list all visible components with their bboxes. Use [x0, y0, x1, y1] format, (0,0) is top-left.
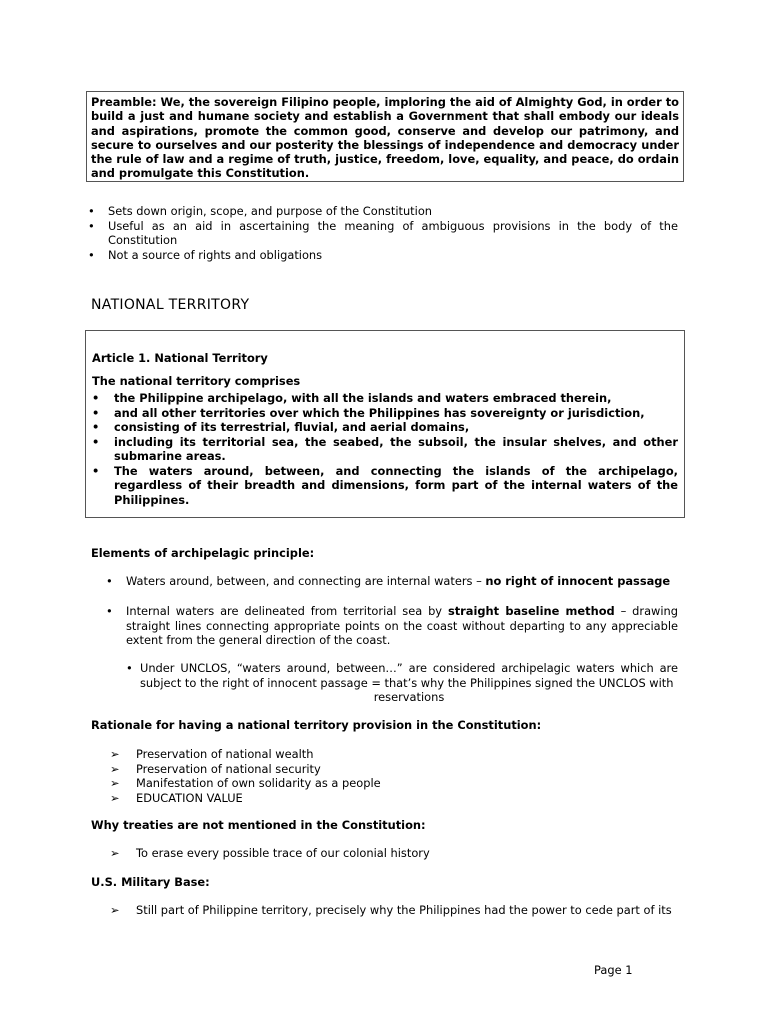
list-item: • Waters around, between, and connecting are internal waters – no right of innocent passage	[106, 574, 671, 588]
page-number: Page 1	[594, 963, 633, 977]
elements-list-2	[106, 604, 678, 648]
bullet-icon: •	[88, 247, 95, 262]
list-item: • The waters around, between, and connecting the islands of the archipelago, regardless of their breadth and dimensions, form part of the internal waters of the Philippines.	[92, 463, 678, 507]
list-item: • the Philippine archipelago, with all the islands and waters embraced therein,	[92, 391, 612, 405]
military-base-list	[110, 903, 678, 918]
list-item: ➢ Still part of Philippine territory, precisely why the Philippines had the power to cede part of its	[110, 903, 672, 917]
bullet-icon: •	[92, 463, 100, 478]
list-item: • and all other territories over which the Philippines has sovereignty or jurisdiction,	[92, 405, 645, 420]
article-intro: The national territory comprises	[92, 373, 301, 388]
rationale-heading: Rationale for having a national territory provision in the Constitution:	[91, 718, 542, 732]
list-item: • Not a source of rights and obligations	[88, 247, 323, 262]
article-items-list	[92, 391, 678, 507]
bullet-icon: •	[92, 405, 100, 420]
arrow-bullet-icon: ➢	[110, 903, 120, 917]
bullet-icon: •	[126, 661, 133, 675]
list-item: ➢ EDUCATION VALUE	[110, 790, 243, 805]
list-item: ➢ To erase every possible trace of our colonial history	[110, 846, 430, 860]
treaties-heading: Why treaties are not mentioned in the Constitution:	[91, 818, 426, 832]
arrow-bullet-icon: ➢	[110, 747, 120, 761]
section-heading-national-territory: NATIONAL TERRITORY	[91, 297, 250, 313]
elements-heading: Elements of archipelagic principle:	[91, 546, 315, 560]
preamble-text: Preamble: We, the sovereign Filipino people, imploring the aid of Almighty God, in order to build a just and humane society and establish a Government that shall embody our ideals and aspirations, promote the common good, conserve and develop our patrimony, and secure to ourselves and our posterity the blessings of independence and democracy under the rule of law and a regime of truth, justice, freedom, love, equality, and peace, do ordain and promulgate this Constitution.	[91, 95, 679, 181]
preamble-box	[86, 91, 684, 182]
bullet-icon: •	[92, 434, 100, 449]
military-base-heading: U.S. Military Base:	[91, 875, 210, 889]
arrow-bullet-icon: ➢	[110, 846, 120, 860]
article-box	[85, 330, 685, 518]
preamble-points-list	[88, 204, 678, 262]
elements-list-1	[106, 574, 678, 589]
bullet-icon: •	[106, 604, 113, 618]
bullet-icon: •	[88, 218, 95, 233]
rationale-list	[110, 747, 678, 805]
bullet-icon: •	[106, 574, 113, 588]
list-item: ➢ Manifestation of own solidarity as a people	[110, 776, 381, 790]
article-title: Article 1. National Territory	[92, 351, 268, 365]
elements-sublist	[126, 661, 678, 705]
arrow-bullet-icon: ➢	[110, 790, 120, 805]
arrow-bullet-icon: ➢	[110, 776, 120, 790]
list-item: • consisting of its terrestrial, fluvial, and aerial domains,	[92, 420, 470, 434]
list-item: • Useful as an aid in ascertaining the meaning of ambiguous provisions in the body of the Constitution	[88, 218, 678, 247]
list-item: • Under UNCLOS, “waters around, between…” are considered archipelagic waters which are subject to the right of innocent passage = that’s why the Philippines signed the UNCLOS with reservations	[126, 661, 678, 704]
list-item: • Internal waters are delineated from territorial sea by straight baseline method – drawing straight lines connecting appropriate points on the coast without departing to any appreciable extent from the general direction of the coast.	[106, 604, 678, 647]
bullet-icon: •	[92, 391, 100, 405]
bullet-icon: •	[88, 204, 95, 218]
list-item: ➢ Preservation of national wealth	[110, 747, 314, 761]
treaties-list	[110, 846, 678, 861]
list-item: • including its territorial sea, the seabed, the subsoil, the insular shelves, and other submarine areas.	[92, 434, 678, 463]
list-item: • Sets down origin, scope, and purpose of the Constitution	[88, 204, 433, 218]
bullet-icon: •	[92, 420, 100, 434]
arrow-bullet-icon: ➢	[110, 761, 120, 776]
list-item: ➢ Preservation of national security	[110, 761, 321, 776]
